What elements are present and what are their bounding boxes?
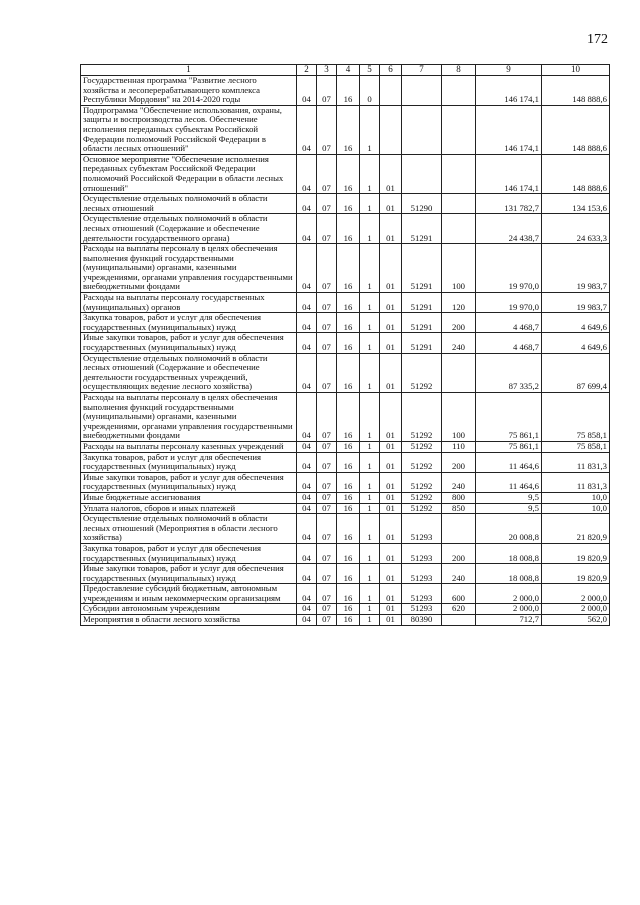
table-row bbox=[81, 452, 610, 472]
cell-c4: 16 bbox=[337, 154, 360, 193]
cell-c7 bbox=[402, 105, 442, 154]
cell-c8 bbox=[442, 76, 476, 106]
cell-c4: 16 bbox=[337, 333, 360, 353]
header-cell: 9 bbox=[476, 65, 542, 76]
cell-c6: 01 bbox=[380, 441, 402, 452]
cell-c9: 18 008,8 bbox=[476, 564, 542, 584]
cell-c3: 07 bbox=[317, 564, 337, 584]
cell-c10: 134 153,6 bbox=[542, 194, 610, 214]
cell-c5: 1 bbox=[360, 313, 380, 333]
row-name: Осуществление отдельных полномочий в области лесных отношений (Содержание и обеспечение деятельности государственного органа) bbox=[81, 214, 297, 244]
cell-c7: 51291 bbox=[402, 333, 442, 353]
cell-c3: 07 bbox=[317, 441, 337, 452]
cell-c8 bbox=[442, 105, 476, 154]
cell-c10: 24 633,3 bbox=[542, 214, 610, 244]
table-row bbox=[81, 244, 610, 293]
cell-c2: 04 bbox=[297, 514, 317, 544]
cell-c7 bbox=[402, 76, 442, 106]
table-row bbox=[81, 584, 610, 604]
cell-c3: 07 bbox=[317, 313, 337, 333]
cell-c9: 4 468,7 bbox=[476, 313, 542, 333]
cell-c3: 07 bbox=[317, 543, 337, 563]
row-name: Осуществление отдельных полномочий в области лесных отношений bbox=[81, 194, 297, 214]
row-name: Осуществление отдельных полномочий в области лесных отношений (Мероприятия в области лесного хозяйства) bbox=[81, 514, 297, 544]
cell-c5: 1 bbox=[360, 353, 380, 392]
row-name: Субсидии автономным учреждениям bbox=[81, 604, 297, 615]
cell-c7: 51292 bbox=[402, 472, 442, 492]
cell-c4: 16 bbox=[337, 543, 360, 563]
cell-c3: 07 bbox=[317, 76, 337, 106]
cell-c5: 1 bbox=[360, 214, 380, 244]
cell-c6: 01 bbox=[380, 353, 402, 392]
cell-c5: 0 bbox=[360, 76, 380, 106]
cell-c8: 120 bbox=[442, 293, 476, 313]
cell-c9: 20 008,8 bbox=[476, 514, 542, 544]
cell-c3: 07 bbox=[317, 492, 337, 503]
cell-c10: 19 983,7 bbox=[542, 293, 610, 313]
header-row bbox=[81, 65, 610, 76]
cell-c4: 16 bbox=[337, 564, 360, 584]
cell-c3: 07 bbox=[317, 393, 337, 442]
cell-c2: 04 bbox=[297, 244, 317, 293]
cell-c4: 16 bbox=[337, 393, 360, 442]
cell-c5: 1 bbox=[360, 244, 380, 293]
table-row bbox=[81, 543, 610, 563]
cell-c4: 16 bbox=[337, 492, 360, 503]
cell-c6 bbox=[380, 76, 402, 106]
cell-c3: 07 bbox=[317, 105, 337, 154]
cell-c9: 19 970,0 bbox=[476, 293, 542, 313]
row-name: Уплата налогов, сборов и иных платежей bbox=[81, 503, 297, 514]
cell-c3: 07 bbox=[317, 293, 337, 313]
cell-c4: 16 bbox=[337, 194, 360, 214]
cell-c7: 51292 bbox=[402, 393, 442, 442]
cell-c3: 07 bbox=[317, 472, 337, 492]
cell-c10: 4 649,6 bbox=[542, 313, 610, 333]
cell-c10: 11 831,3 bbox=[542, 472, 610, 492]
cell-c2: 04 bbox=[297, 492, 317, 503]
cell-c9: 18 008,8 bbox=[476, 543, 542, 563]
cell-c5: 1 bbox=[360, 472, 380, 492]
table-row bbox=[81, 503, 610, 514]
cell-c6: 01 bbox=[380, 452, 402, 472]
cell-c2: 04 bbox=[297, 393, 317, 442]
cell-c6: 01 bbox=[380, 194, 402, 214]
cell-c9: 11 464,6 bbox=[476, 472, 542, 492]
cell-c5: 1 bbox=[360, 441, 380, 452]
header-cell: 1 bbox=[81, 65, 297, 76]
cell-c4: 16 bbox=[337, 105, 360, 154]
cell-c8: 100 bbox=[442, 244, 476, 293]
cell-c9: 87 335,2 bbox=[476, 353, 542, 392]
cell-c2: 04 bbox=[297, 293, 317, 313]
table-row bbox=[81, 293, 610, 313]
row-name: Расходы на выплаты персоналу в целях обеспечения выполнения функций государственными (муниципальными) органами, казенными учреждениями, органами управления государственными внебюджетными фондами bbox=[81, 244, 297, 293]
table-row bbox=[81, 441, 610, 452]
cell-c5: 1 bbox=[360, 564, 380, 584]
cell-c4: 16 bbox=[337, 214, 360, 244]
cell-c2: 04 bbox=[297, 194, 317, 214]
row-name: Расходы на выплаты персоналу казенных учреждений bbox=[81, 441, 297, 452]
cell-c10: 10,0 bbox=[542, 492, 610, 503]
cell-c9: 146 174,1 bbox=[476, 105, 542, 154]
cell-c10: 148 888,6 bbox=[542, 76, 610, 106]
cell-c7: 51292 bbox=[402, 353, 442, 392]
row-name: Закупка товаров, работ и услуг для обеспечения государственных (муниципальных) нужд bbox=[81, 452, 297, 472]
table-row bbox=[81, 353, 610, 392]
cell-c5: 1 bbox=[360, 543, 380, 563]
cell-c8: 110 bbox=[442, 441, 476, 452]
cell-c8: 200 bbox=[442, 543, 476, 563]
cell-c5: 1 bbox=[360, 105, 380, 154]
cell-c8 bbox=[442, 514, 476, 544]
cell-c8: 800 bbox=[442, 492, 476, 503]
cell-c6: 01 bbox=[380, 293, 402, 313]
cell-c6: 01 bbox=[380, 503, 402, 514]
cell-c9: 131 782,7 bbox=[476, 194, 542, 214]
table-row bbox=[81, 492, 610, 503]
cell-c7: 51291 bbox=[402, 244, 442, 293]
cell-c7: 51293 bbox=[402, 543, 442, 563]
cell-c6: 01 bbox=[380, 214, 402, 244]
cell-c5: 1 bbox=[360, 333, 380, 353]
cell-c2: 04 bbox=[297, 615, 317, 626]
cell-c7: 80390 bbox=[402, 615, 442, 626]
cell-c7: 51292 bbox=[402, 452, 442, 472]
cell-c7: 51291 bbox=[402, 293, 442, 313]
table-row bbox=[81, 472, 610, 492]
cell-c3: 07 bbox=[317, 615, 337, 626]
table-row bbox=[81, 313, 610, 333]
cell-c4: 16 bbox=[337, 452, 360, 472]
cell-c10: 19 983,7 bbox=[542, 244, 610, 293]
cell-c6: 01 bbox=[380, 333, 402, 353]
cell-c5: 1 bbox=[360, 615, 380, 626]
cell-c7: 51292 bbox=[402, 441, 442, 452]
row-name: Предоставление субсидий бюджетным, автономным учреждениям и иным некоммерческим организациям bbox=[81, 584, 297, 604]
cell-c7: 51293 bbox=[402, 584, 442, 604]
table-row bbox=[81, 564, 610, 584]
cell-c8 bbox=[442, 214, 476, 244]
cell-c4: 16 bbox=[337, 503, 360, 514]
cell-c7: 51292 bbox=[402, 492, 442, 503]
cell-c9: 2 000,0 bbox=[476, 584, 542, 604]
cell-c7: 51290 bbox=[402, 194, 442, 214]
cell-c2: 04 bbox=[297, 333, 317, 353]
cell-c2: 04 bbox=[297, 543, 317, 563]
cell-c3: 07 bbox=[317, 452, 337, 472]
cell-c5: 1 bbox=[360, 194, 380, 214]
row-name: Расходы на выплаты персоналу государственных (муниципальных) органов bbox=[81, 293, 297, 313]
cell-c4: 16 bbox=[337, 313, 360, 333]
row-name: Иные закупки товаров, работ и услуг для обеспечения государственных (муниципальных) нужд bbox=[81, 564, 297, 584]
cell-c10: 87 699,4 bbox=[542, 353, 610, 392]
cell-c6: 01 bbox=[380, 472, 402, 492]
cell-c10: 10,0 bbox=[542, 503, 610, 514]
cell-c7: 51291 bbox=[402, 313, 442, 333]
header-cell: 7 bbox=[402, 65, 442, 76]
cell-c9: 75 861,1 bbox=[476, 441, 542, 452]
cell-c2: 04 bbox=[297, 154, 317, 193]
cell-c9: 712,7 bbox=[476, 615, 542, 626]
row-name: Иные бюджетные ассигнования bbox=[81, 492, 297, 503]
cell-c6: 01 bbox=[380, 543, 402, 563]
table-row bbox=[81, 105, 610, 154]
cell-c6: 01 bbox=[380, 154, 402, 193]
cell-c4: 16 bbox=[337, 472, 360, 492]
cell-c3: 07 bbox=[317, 154, 337, 193]
cell-c4: 16 bbox=[337, 441, 360, 452]
cell-c2: 04 bbox=[297, 353, 317, 392]
cell-c8: 240 bbox=[442, 564, 476, 584]
cell-c9: 146 174,1 bbox=[476, 76, 542, 106]
cell-c8: 200 bbox=[442, 313, 476, 333]
cell-c5: 1 bbox=[360, 604, 380, 615]
cell-c9: 2 000,0 bbox=[476, 604, 542, 615]
cell-c10: 148 888,6 bbox=[542, 105, 610, 154]
cell-c7: 51291 bbox=[402, 214, 442, 244]
table-row bbox=[81, 615, 610, 626]
cell-c3: 07 bbox=[317, 353, 337, 392]
cell-c2: 04 bbox=[297, 604, 317, 615]
cell-c9: 75 861,1 bbox=[476, 393, 542, 442]
header-cell: 4 bbox=[337, 65, 360, 76]
cell-c4: 16 bbox=[337, 615, 360, 626]
cell-c3: 07 bbox=[317, 244, 337, 293]
cell-c2: 04 bbox=[297, 564, 317, 584]
cell-c8: 100 bbox=[442, 393, 476, 442]
cell-c8 bbox=[442, 615, 476, 626]
cell-c10: 4 649,6 bbox=[542, 333, 610, 353]
header-cell: 6 bbox=[380, 65, 402, 76]
table-row bbox=[81, 393, 610, 442]
cell-c5: 1 bbox=[360, 503, 380, 514]
cell-c3: 07 bbox=[317, 194, 337, 214]
cell-c6: 01 bbox=[380, 514, 402, 544]
cell-c9: 9,5 bbox=[476, 492, 542, 503]
cell-c4: 16 bbox=[337, 76, 360, 106]
cell-c10: 148 888,6 bbox=[542, 154, 610, 193]
cell-c8 bbox=[442, 194, 476, 214]
row-name: Мероприятия в области лесного хозяйства bbox=[81, 615, 297, 626]
cell-c6: 01 bbox=[380, 393, 402, 442]
cell-c2: 04 bbox=[297, 584, 317, 604]
cell-c4: 16 bbox=[337, 514, 360, 544]
cell-c4: 16 bbox=[337, 244, 360, 293]
cell-c4: 16 bbox=[337, 604, 360, 615]
cell-c6: 01 bbox=[380, 244, 402, 293]
cell-c7: 51293 bbox=[402, 604, 442, 615]
table-row bbox=[81, 214, 610, 244]
cell-c7 bbox=[402, 154, 442, 193]
cell-c3: 07 bbox=[317, 604, 337, 615]
row-name: Государственная программа "Развитие лесного хозяйства и лесоперерабатывающего комплекса Республики Мордовия" на 2014-2020 годы bbox=[81, 76, 297, 106]
table-row bbox=[81, 514, 610, 544]
cell-c3: 07 bbox=[317, 333, 337, 353]
cell-c5: 1 bbox=[360, 393, 380, 442]
cell-c4: 16 bbox=[337, 293, 360, 313]
cell-c10: 19 820,9 bbox=[542, 564, 610, 584]
cell-c5: 1 bbox=[360, 584, 380, 604]
cell-c2: 04 bbox=[297, 105, 317, 154]
cell-c8: 240 bbox=[442, 333, 476, 353]
table-row bbox=[81, 333, 610, 353]
cell-c10: 19 820,9 bbox=[542, 543, 610, 563]
header-cell: 10 bbox=[542, 65, 610, 76]
cell-c10: 2 000,0 bbox=[542, 604, 610, 615]
cell-c8: 240 bbox=[442, 472, 476, 492]
cell-c2: 04 bbox=[297, 313, 317, 333]
header-cell: 2 bbox=[297, 65, 317, 76]
cell-c9: 19 970,0 bbox=[476, 244, 542, 293]
cell-c2: 04 bbox=[297, 472, 317, 492]
row-name: Закупка товаров, работ и услуг для обеспечения государственных (муниципальных) нужд bbox=[81, 543, 297, 563]
cell-c7: 51292 bbox=[402, 503, 442, 514]
cell-c5: 1 bbox=[360, 492, 380, 503]
row-name: Основное мероприятие "Обеспечение исполнения переданных субъектам Российской Федерации полномочий Российской Федерации в области лесных отношений" bbox=[81, 154, 297, 193]
cell-c9: 146 174,1 bbox=[476, 154, 542, 193]
cell-c2: 04 bbox=[297, 76, 317, 106]
cell-c6: 01 bbox=[380, 313, 402, 333]
cell-c2: 04 bbox=[297, 214, 317, 244]
cell-c3: 07 bbox=[317, 503, 337, 514]
cell-c6: 01 bbox=[380, 564, 402, 584]
cell-c8: 600 bbox=[442, 584, 476, 604]
row-name: Закупка товаров, работ и услуг для обеспечения государственных (муниципальных) нужд bbox=[81, 313, 297, 333]
cell-c3: 07 bbox=[317, 584, 337, 604]
cell-c10: 75 858,1 bbox=[542, 393, 610, 442]
cell-c4: 16 bbox=[337, 353, 360, 392]
cell-c8 bbox=[442, 353, 476, 392]
cell-c10: 75 858,1 bbox=[542, 441, 610, 452]
budget-table bbox=[80, 64, 610, 626]
cell-c2: 04 bbox=[297, 503, 317, 514]
cell-c9: 4 468,7 bbox=[476, 333, 542, 353]
header-cell: 3 bbox=[317, 65, 337, 76]
cell-c8: 620 bbox=[442, 604, 476, 615]
cell-c7: 51293 bbox=[402, 564, 442, 584]
cell-c6: 01 bbox=[380, 492, 402, 503]
cell-c10: 2 000,0 bbox=[542, 584, 610, 604]
cell-c9: 11 464,6 bbox=[476, 452, 542, 472]
table-row bbox=[81, 194, 610, 214]
cell-c2: 04 bbox=[297, 441, 317, 452]
page-number: 172 bbox=[587, 32, 608, 47]
table-row bbox=[81, 154, 610, 193]
row-name: Расходы на выплаты персоналу в целях обеспечения выполнения функций государственными (муниципальными) органами, казенными учреждениями, органами управления государственными внебюджетными фондами bbox=[81, 393, 297, 442]
cell-c4: 16 bbox=[337, 584, 360, 604]
cell-c9: 24 438,7 bbox=[476, 214, 542, 244]
cell-c5: 1 bbox=[360, 154, 380, 193]
cell-c6 bbox=[380, 105, 402, 154]
cell-c8: 200 bbox=[442, 452, 476, 472]
table-row bbox=[81, 76, 610, 106]
cell-c2: 04 bbox=[297, 452, 317, 472]
cell-c6: 01 bbox=[380, 615, 402, 626]
cell-c10: 21 820,9 bbox=[542, 514, 610, 544]
cell-c5: 1 bbox=[360, 514, 380, 544]
cell-c3: 07 bbox=[317, 514, 337, 544]
header-cell: 8 bbox=[442, 65, 476, 76]
cell-c7: 51293 bbox=[402, 514, 442, 544]
cell-c5: 1 bbox=[360, 452, 380, 472]
cell-c9: 9,5 bbox=[476, 503, 542, 514]
cell-c8: 850 bbox=[442, 503, 476, 514]
row-name: Иные закупки товаров, работ и услуг для обеспечения государственных (муниципальных) нужд bbox=[81, 333, 297, 353]
cell-c5: 1 bbox=[360, 293, 380, 313]
cell-c3: 07 bbox=[317, 214, 337, 244]
header-cell: 5 bbox=[360, 65, 380, 76]
cell-c6: 01 bbox=[380, 584, 402, 604]
cell-c10: 11 831,3 bbox=[542, 452, 610, 472]
row-name: Иные закупки товаров, работ и услуг для обеспечения государственных (муниципальных) нужд bbox=[81, 472, 297, 492]
cell-c6: 01 bbox=[380, 604, 402, 615]
cell-c8 bbox=[442, 154, 476, 193]
cell-c10: 562,0 bbox=[542, 615, 610, 626]
row-name: Осуществление отдельных полномочий в области лесных отношений (Содержание и обеспечение деятельности государственных учреждений, осуществляющих ведение лесного хозяйства) bbox=[81, 353, 297, 392]
row-name: Подпрограмма "Обеспечение использования, охраны, защиты и воспроизводства лесов. Обеспечение исполнения переданных субъектам Российской Федерации полномочий Российской Федерации в области лесных отношений" bbox=[81, 105, 297, 154]
table-row bbox=[81, 604, 610, 615]
